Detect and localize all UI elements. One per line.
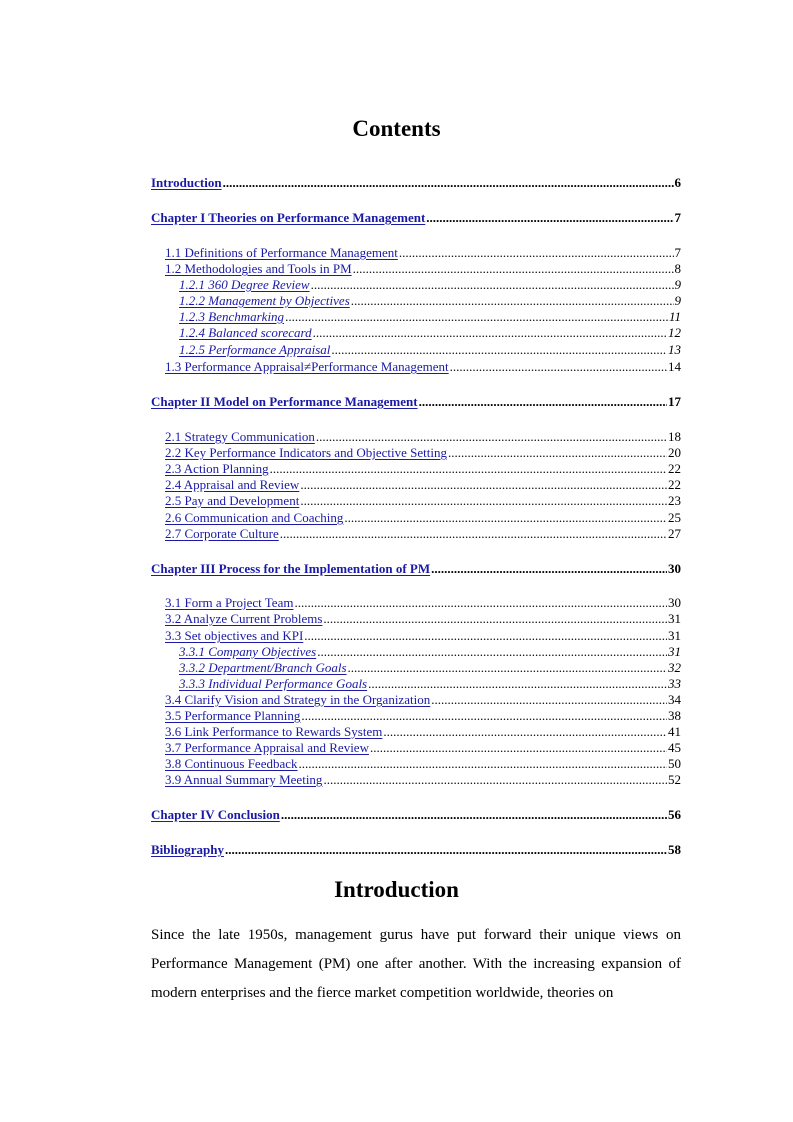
toc-entry[interactable]	[165, 428, 681, 445]
toc-page-number: 6	[674, 175, 681, 190]
toc-entry-link[interactable]: 2.2 Key Performance Indicators and Objective Setting	[165, 445, 447, 460]
toc-entry-link[interactable]: 3.1 Form a Project Team	[165, 595, 294, 610]
toc-entry[interactable]	[165, 691, 681, 708]
toc-entry-link[interactable]: 1.2.2 Management by Objectives	[179, 293, 350, 308]
dot-leader	[370, 740, 667, 756]
toc-entry-link[interactable]: 3.4 Clarify Vision and Strategy in the Organization	[165, 692, 431, 707]
dot-leader	[399, 245, 674, 261]
toc-entry[interactable]	[165, 594, 681, 611]
toc-page-number: 50	[668, 756, 681, 771]
dot-leader	[383, 724, 667, 740]
toc-entry-link[interactable]: 3.2 Analyze Current Problems	[165, 611, 323, 626]
toc-page-number: 13	[668, 342, 681, 357]
toc-entry-link[interactable]: 1.2.1 360 Degree Review	[179, 277, 310, 292]
dot-leader	[294, 595, 667, 611]
dot-leader	[281, 807, 667, 823]
toc-entry-link[interactable]: Chapter II Model on Performance Management	[151, 394, 418, 409]
toc-entry[interactable]	[165, 460, 681, 477]
toc-entry[interactable]	[151, 806, 681, 823]
dot-leader	[431, 561, 667, 577]
toc-entry[interactable]	[165, 492, 681, 509]
toc-entry-link[interactable]: 3.9 Annual Summary Meeting	[165, 772, 323, 787]
dot-leader	[225, 842, 667, 858]
toc-page-number: 56	[668, 807, 681, 822]
toc-entry-link[interactable]: Chapter III Process for the Implementation of PM	[151, 561, 431, 576]
toc-entry-link[interactable]: 2.5 Pay and Development	[165, 493, 300, 508]
toc-page-number: 8	[674, 261, 681, 276]
toc-entry[interactable]	[151, 393, 681, 410]
toc-page-number: 31	[668, 628, 681, 643]
toc-page-number: 34	[668, 692, 681, 707]
toc-page-number: 18	[668, 429, 681, 444]
toc-page-number: 14	[668, 359, 681, 374]
toc-entry[interactable]	[165, 739, 681, 756]
toc-entry-link[interactable]: 1.2.4 Balanced scorecard	[179, 325, 312, 340]
toc-page-number: 22	[668, 477, 681, 492]
toc-page-number: 31	[668, 611, 681, 626]
toc-entry[interactable]	[165, 707, 681, 724]
toc-page-number: 27	[668, 526, 681, 541]
toc-entry-link[interactable]: 2.6 Communication and Coaching	[165, 510, 344, 525]
toc-page-number: 33	[668, 676, 681, 691]
toc-entry[interactable]	[179, 324, 681, 341]
toc-entry[interactable]	[165, 627, 681, 644]
dot-leader	[344, 510, 667, 526]
dot-leader	[316, 429, 667, 445]
toc-page-number: 7	[674, 245, 681, 260]
toc-page-number: 25	[668, 510, 681, 525]
toc-page-number: 11	[668, 309, 681, 324]
dot-leader	[348, 660, 667, 676]
toc-entry[interactable]	[151, 841, 681, 858]
dot-leader	[317, 644, 667, 660]
toc-page-number: 23	[668, 493, 681, 508]
dot-leader	[431, 692, 667, 708]
toc-page-number: 12	[668, 325, 681, 340]
toc-entry-link[interactable]: 2.7 Corporate Culture	[165, 526, 279, 541]
dot-leader	[280, 526, 667, 542]
toc-entry-link[interactable]: 3.3.1 Company Objectives	[179, 644, 317, 659]
toc-entry[interactable]	[179, 292, 681, 309]
toc-page-number: 45	[668, 740, 681, 755]
toc-page-number: 31	[668, 644, 681, 659]
toc-entry[interactable]	[165, 260, 681, 277]
toc-entry[interactable]	[179, 659, 681, 676]
dot-leader	[304, 628, 667, 644]
toc-page-number: 9	[674, 277, 681, 292]
dot-leader	[300, 477, 667, 493]
toc-entry[interactable]	[165, 755, 681, 772]
dot-leader	[426, 210, 673, 226]
dot-leader	[313, 325, 667, 341]
toc-entry-link[interactable]: 2.3 Action Planning	[165, 461, 269, 476]
dot-leader	[331, 342, 667, 358]
toc-entry[interactable]	[179, 276, 681, 293]
toc-page-number: 30	[668, 561, 681, 576]
toc-entry-link[interactable]: Chapter I Theories on Performance Management	[151, 210, 426, 225]
toc-entry[interactable]	[151, 560, 681, 577]
toc-entry-link[interactable]: Introduction	[151, 175, 222, 190]
toc-entry-link[interactable]: 3.7 Performance Appraisal and Review	[165, 740, 369, 755]
toc-entry-link[interactable]: 1.2.3 Benchmarking	[179, 309, 285, 324]
toc-page-number: 32	[668, 660, 681, 675]
introduction-heading: Introduction	[334, 877, 459, 902]
toc-entry[interactable]	[165, 509, 681, 526]
toc-entry[interactable]	[165, 476, 681, 493]
toc-entry-link[interactable]: 3.8 Continuous Feedback	[165, 756, 298, 771]
toc-entry-link[interactable]: 3.3 Set objectives and KPI	[165, 628, 304, 643]
toc-page-number: 7	[674, 210, 681, 225]
dot-leader	[285, 309, 668, 325]
toc-entry-link[interactable]: 1.2.5 Performance Appraisal	[179, 342, 331, 357]
toc-entry-link[interactable]: 1.3 Performance Appraisal≠Performance Management	[165, 359, 449, 374]
dot-leader	[419, 394, 667, 410]
toc-entry-link[interactable]: 3.6 Link Performance to Rewards System	[165, 724, 383, 739]
toc-page-number: 17	[668, 394, 681, 409]
toc-entry[interactable]	[165, 444, 681, 461]
dot-leader	[300, 493, 667, 509]
dot-leader	[353, 261, 674, 277]
dot-leader	[323, 611, 667, 627]
toc-page-number: 20	[668, 445, 681, 460]
toc-entry[interactable]	[165, 771, 681, 788]
dot-leader	[223, 175, 674, 191]
toc-entry-link[interactable]: Bibliography	[151, 842, 224, 857]
toc-entry[interactable]	[165, 358, 681, 375]
toc-entry-link[interactable]: 1.2 Methodologies and Tools in PM	[165, 261, 352, 276]
toc-entry[interactable]	[165, 244, 681, 261]
toc-entry[interactable]	[179, 643, 681, 660]
toc-page-number: 38	[668, 708, 681, 723]
toc-entry[interactable]	[165, 525, 681, 542]
toc-entry[interactable]	[179, 308, 681, 325]
dot-leader	[323, 772, 667, 788]
toc-entry-link[interactable]: 2.4 Appraisal and Review	[165, 477, 300, 492]
contents-title: Contents	[352, 116, 441, 141]
introduction-paragraph: Since the late 1950s, management gurus have put forward their unique views on Performance Management (PM) one after another. With the increasing expansion of modern enterprises and the fierce market competition worldwide, theories on	[151, 927, 681, 1001]
dot-leader	[448, 445, 667, 461]
dot-leader	[311, 277, 674, 293]
dot-leader	[450, 359, 667, 375]
dot-leader	[299, 756, 667, 772]
toc-entry-link[interactable]: 3.3.3 Individual Performance Goals	[179, 676, 368, 691]
toc-page-number: 58	[668, 842, 681, 857]
toc-entry[interactable]	[165, 610, 681, 627]
toc-entry[interactable]	[179, 341, 681, 358]
toc-entry[interactable]	[165, 723, 681, 740]
toc-page-number: 30	[668, 595, 681, 610]
toc-entry-link[interactable]: Chapter IV Conclusion	[151, 807, 280, 822]
toc-page-number: 41	[668, 724, 681, 739]
toc-entry[interactable]	[179, 675, 681, 692]
dot-leader	[270, 461, 667, 477]
dot-leader	[301, 708, 667, 724]
toc-entry-link[interactable]: 1.1 Definitions of Performance Management	[165, 245, 398, 260]
dot-leader	[351, 293, 674, 309]
toc-entry-link[interactable]: 3.5 Performance Planning	[165, 708, 301, 723]
toc-page-number: 9	[674, 293, 681, 308]
dot-leader	[368, 676, 667, 692]
toc-entry-link[interactable]: 2.1 Strategy Communication	[165, 429, 315, 444]
toc-page-number: 52	[668, 772, 681, 787]
toc-entry[interactable]	[151, 209, 681, 226]
toc-page-number: 22	[668, 461, 681, 476]
toc-entry[interactable]	[151, 174, 681, 191]
toc-entry-link[interactable]: 3.3.2 Department/Branch Goals	[179, 660, 347, 675]
